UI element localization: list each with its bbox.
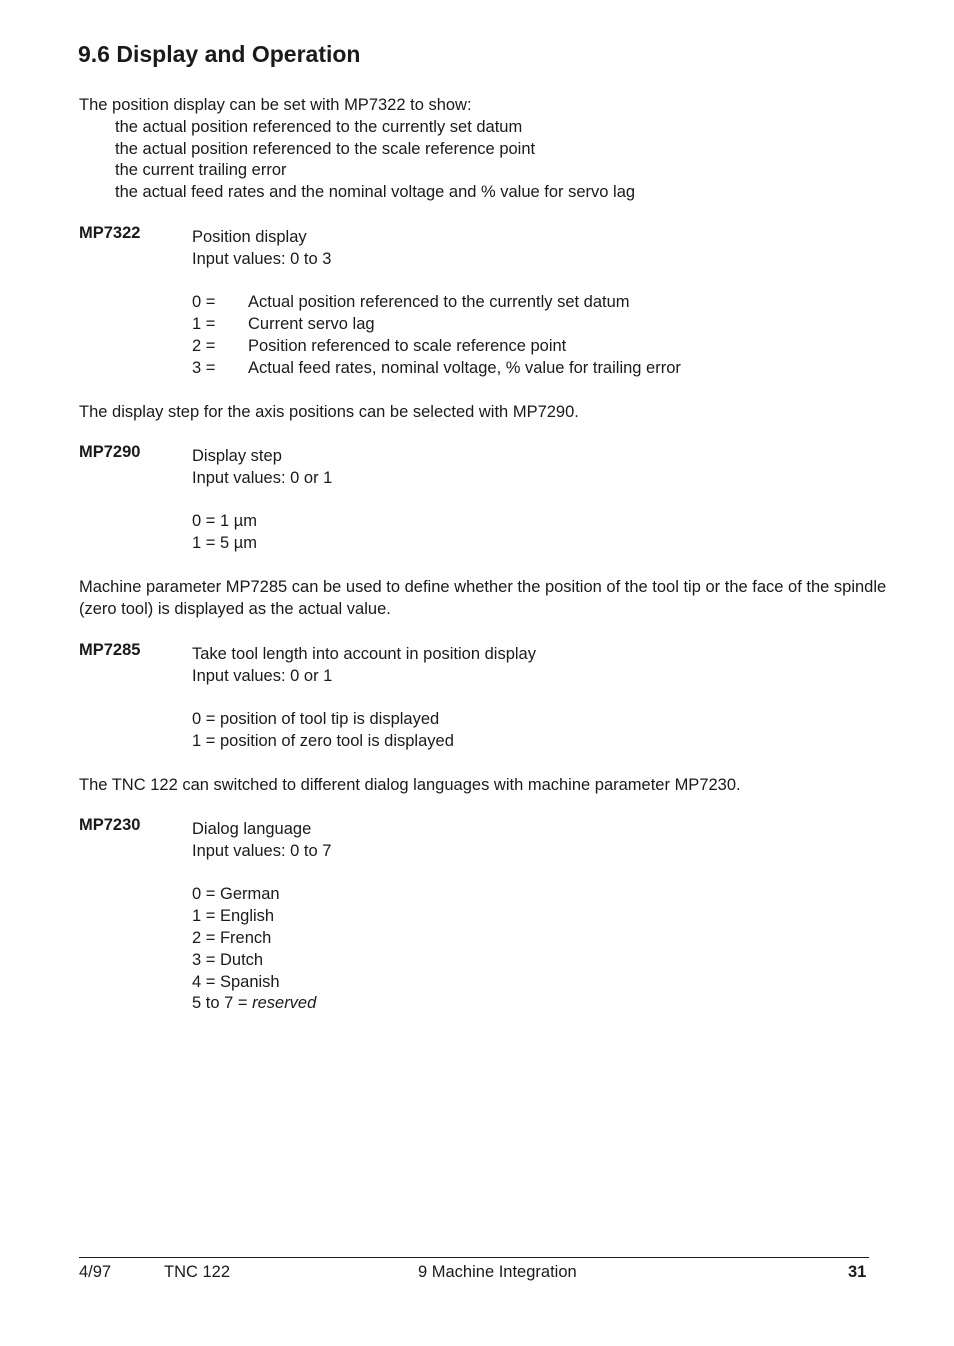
paragraph-tool: Machine parameter MP7285 can be used to define whether the position of the tool tip or the face of the spindle (zero tool) is displayed as the actual value. bbox=[79, 578, 887, 618]
mp7230-option: 3 = Dutch bbox=[192, 950, 264, 969]
mp7322-option bbox=[192, 336, 681, 358]
option-key: 1 = bbox=[192, 315, 216, 334]
footer-page-number: 31 bbox=[848, 1263, 867, 1281]
mp7290-option: 1 = 5 µm bbox=[192, 534, 257, 553]
mp7230-option: 2 = French bbox=[192, 928, 272, 947]
mp7230-title: Dialog language bbox=[192, 820, 312, 838]
footer-date: 4/97 bbox=[79, 1263, 112, 1281]
intro-lead: The position display can be set with MP7322 to show: bbox=[79, 96, 472, 114]
footer-rule bbox=[79, 1257, 869, 1258]
mp7230-option: 1 = English bbox=[192, 907, 275, 926]
mp7290-label: MP7290 bbox=[79, 443, 141, 461]
mp7322-option bbox=[192, 358, 681, 380]
paragraph-language: The TNC 122 can switched to different dialog languages with machine parameter MP7230. bbox=[79, 776, 741, 794]
section-heading: 9.6 Display and Operation bbox=[78, 41, 361, 67]
mp7230-option: 0 = German bbox=[192, 885, 280, 904]
mp7285-option: 1 = position of zero tool is displayed bbox=[192, 732, 454, 751]
mp7290-title: Display step bbox=[192, 447, 282, 465]
intro-block bbox=[79, 95, 635, 204]
option-text: Position referenced to scale reference point bbox=[248, 336, 567, 355]
option-text: Actual position referenced to the currently set datum bbox=[248, 293, 630, 312]
mp7290-input: Input values: 0 or 1 bbox=[192, 468, 333, 487]
mp7285-title: Take tool length into account in position display bbox=[192, 645, 536, 663]
mp7230-input: Input values: 0 to 7 bbox=[192, 841, 332, 860]
footer-product: TNC 122 bbox=[164, 1263, 231, 1281]
reserved-word: reserved bbox=[252, 994, 317, 1013]
option-text: Actual feed rates, nominal voltage, % value for trailing error bbox=[248, 358, 681, 377]
reserved-prefix: 5 to 7 = bbox=[192, 994, 253, 1013]
paragraph-display-step: The display step for the axis positions can be selected with MP7290. bbox=[79, 403, 579, 421]
option-key: 2 = bbox=[192, 336, 216, 355]
intro-item: the current trailing error bbox=[115, 161, 287, 180]
mp7285-input: Input values: 0 or 1 bbox=[192, 666, 333, 685]
option-key: 3 = bbox=[192, 358, 216, 377]
mp7322-option bbox=[192, 292, 681, 314]
mp7322-body bbox=[192, 227, 681, 380]
intro-item: the actual position referenced to the currently set datum bbox=[115, 117, 523, 136]
intro-item: the actual position referenced to the scale reference point bbox=[115, 139, 536, 158]
mp7322-option bbox=[192, 314, 681, 336]
mp7290-option: 0 = 1 µm bbox=[192, 512, 257, 531]
footer-chapter: 9 Machine Integration bbox=[418, 1263, 577, 1281]
mp7322-input: Input values: 0 to 3 bbox=[192, 249, 332, 268]
mp7230-option: 4 = Spanish bbox=[192, 972, 280, 991]
mp7230-body bbox=[192, 819, 331, 1015]
intro-item: the actual feed rates and the nominal voltage and % value for servo lag bbox=[115, 183, 636, 202]
mp7230-option-reserved bbox=[192, 993, 331, 1015]
mp7230-label: MP7230 bbox=[79, 816, 141, 834]
mp7322-label: MP7322 bbox=[79, 224, 141, 242]
mp7285-label: MP7285 bbox=[79, 641, 141, 659]
mp7290-body bbox=[192, 446, 332, 555]
mp7285-option: 0 = position of tool tip is displayed bbox=[192, 710, 440, 729]
mp7285-body bbox=[192, 644, 536, 753]
option-key: 0 = bbox=[192, 293, 216, 312]
option-text: Current servo lag bbox=[248, 315, 375, 334]
mp7322-title: Position display bbox=[192, 228, 307, 246]
